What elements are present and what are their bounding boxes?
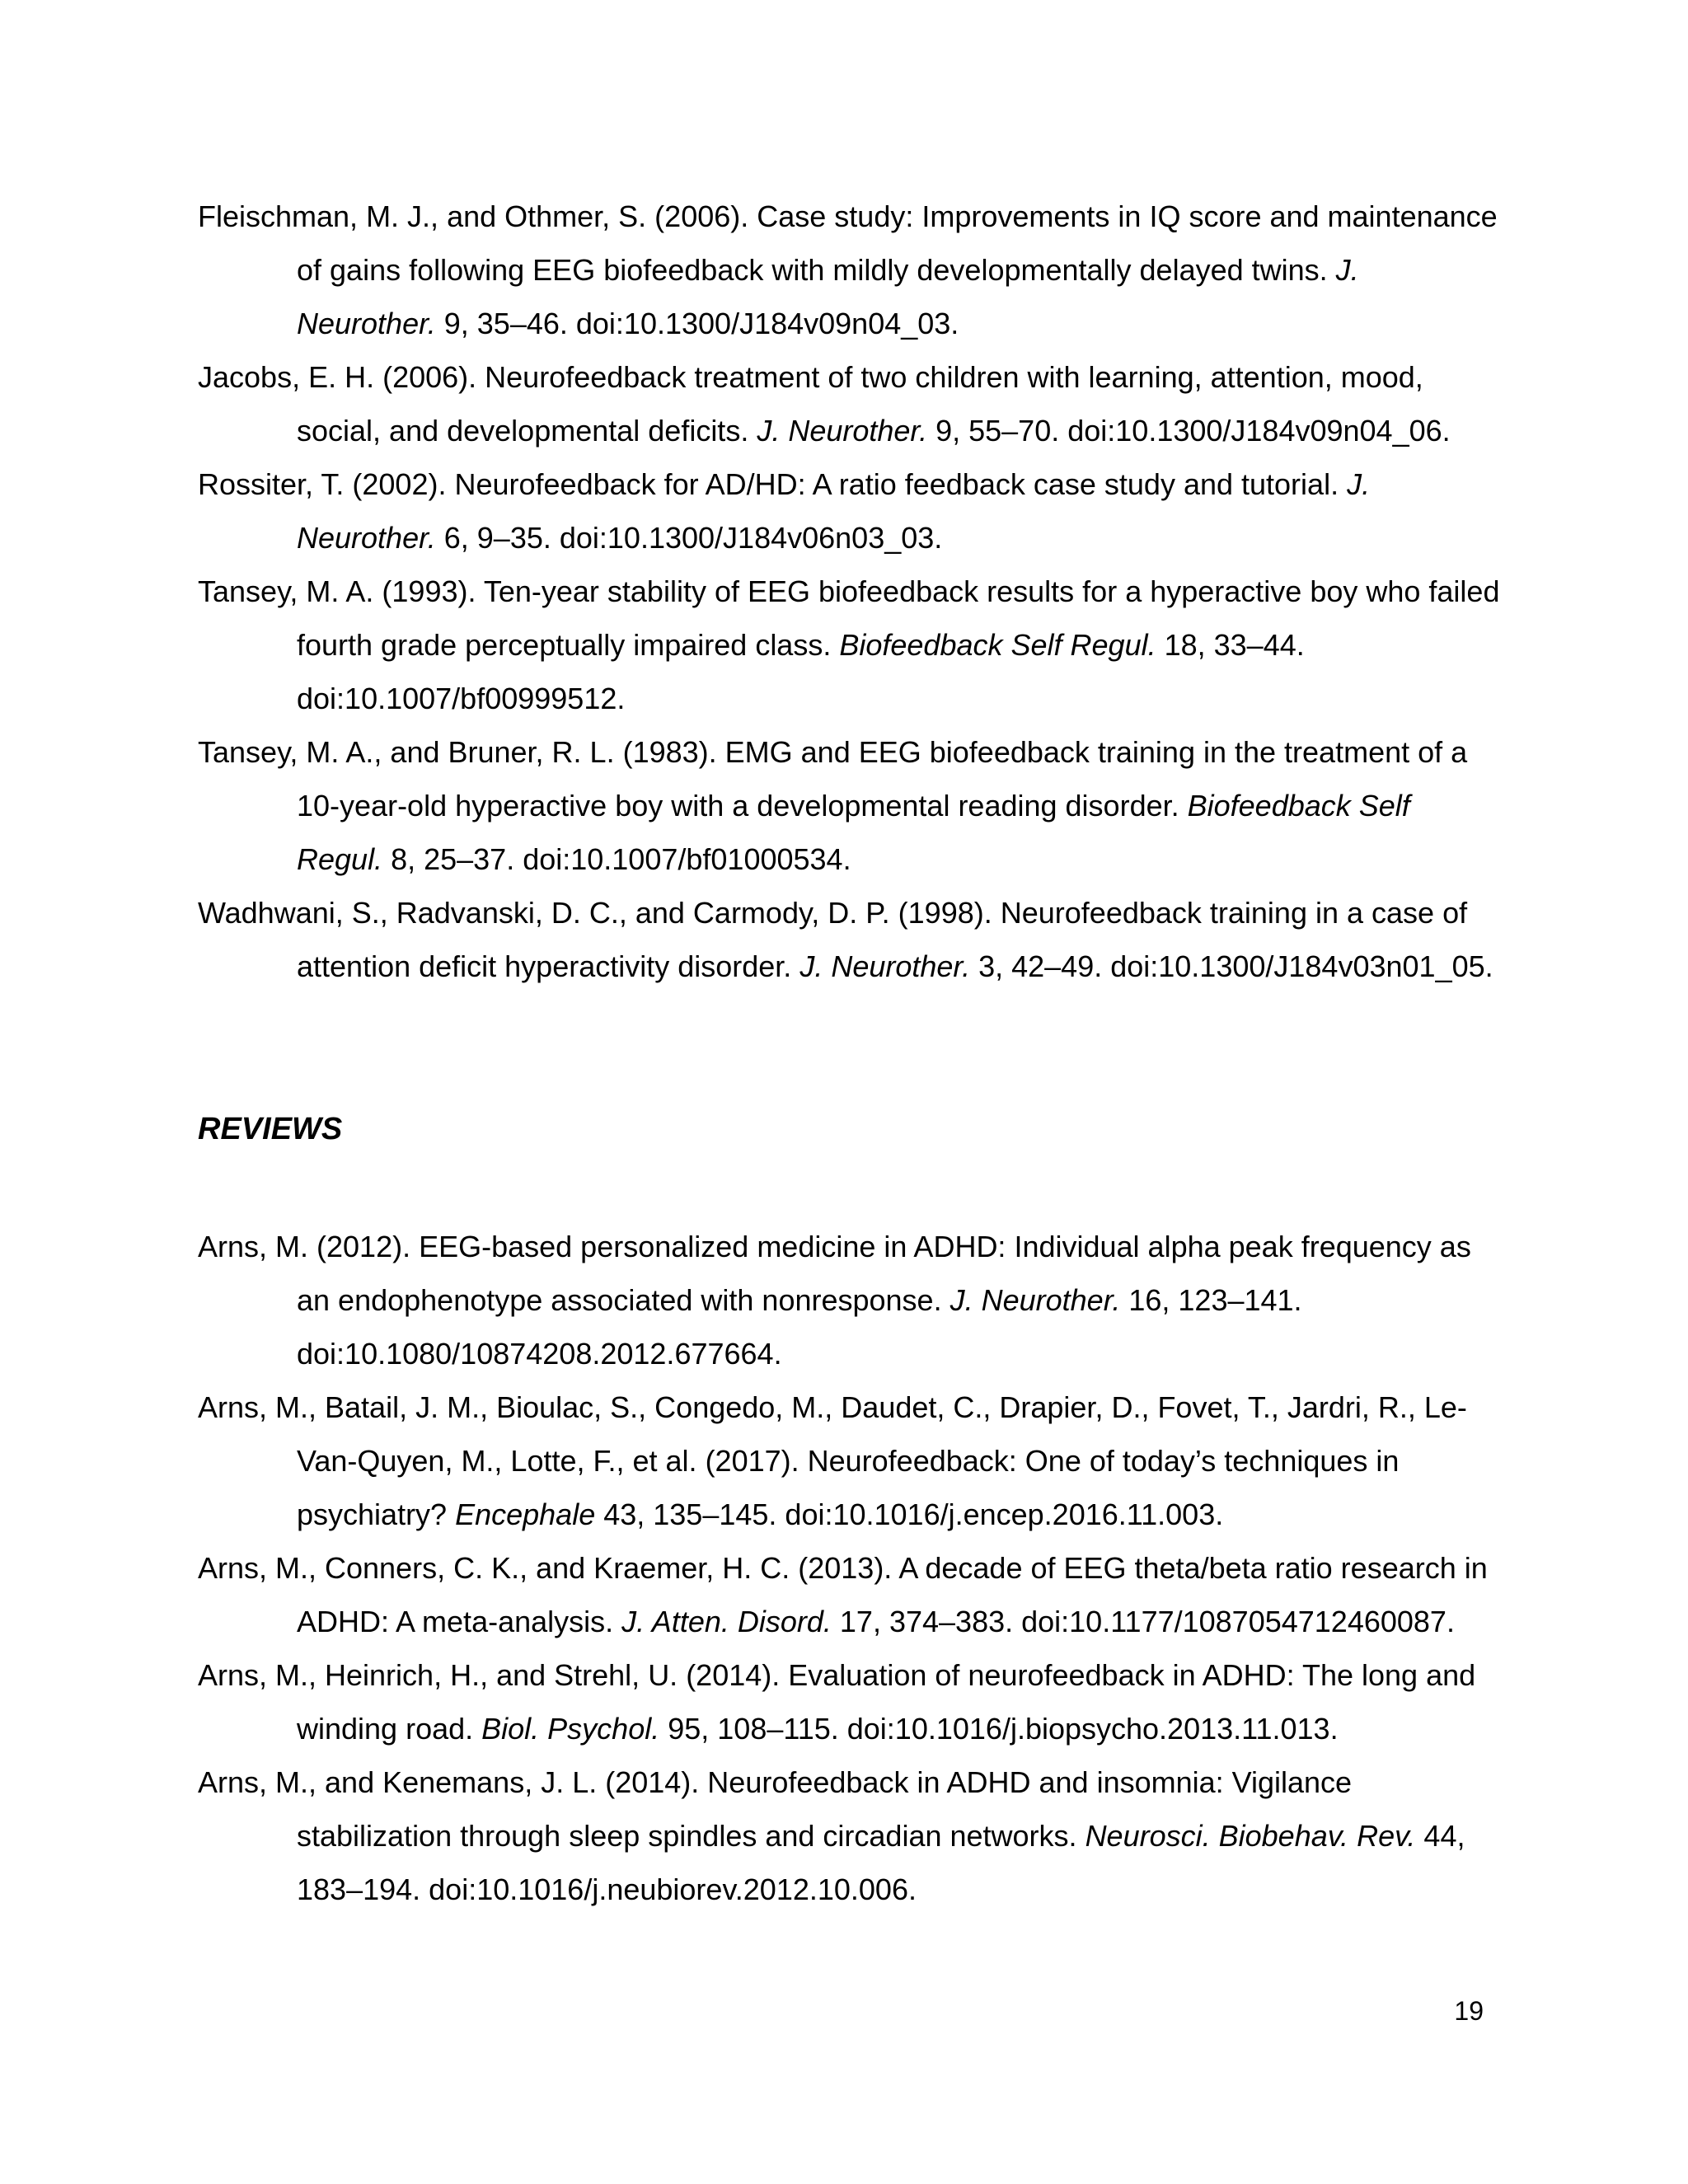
journal-name: Biol. Psychol. xyxy=(481,1712,660,1746)
reference-citation: 9, 35–46. doi:10.1300/J184v09n04_03. xyxy=(435,307,959,340)
reference-text: Arns, M., Conners, C. K., and Kraemer, H. C. (2013). A decade of EEG theta/beta ratio research in ADHD: A meta-analysis. xyxy=(198,1551,1488,1638)
reference-text: Fleischman, M. J., and Othmer, S. (2006). Case study: Improvements in IQ score and maintenance of gains following EEG biofeedback with mildly developmentally delayed twins. xyxy=(198,199,1498,287)
reviews-section-heading: REVIEWS xyxy=(198,1112,343,1146)
page-number: 19 xyxy=(1454,1996,1484,2026)
journal-name: J. Neurother. xyxy=(297,467,1371,555)
journal-name: Encephale xyxy=(455,1497,596,1531)
case-study-reference-list xyxy=(198,190,1500,993)
reference-text: Arns, M. (2012). EEG-based personalized medicine in ADHD: Individual alpha peak frequency as an endophenotype associated with nonresponse. xyxy=(198,1230,1471,1317)
reference-entry xyxy=(198,190,1500,350)
reference-entry xyxy=(198,1648,1500,1755)
reference-citation: 44, 183–194. doi:10.1016/j.neubiorev.2012.10.006. xyxy=(297,1819,1465,1906)
reference-citation: 3, 42–49. doi:10.1300/J184v03n01_05. xyxy=(970,949,1493,983)
reference-text: Jacobs, E. H. (2006). Neurofeedback treatment of two children with learning, attention, mood, social, and developmental deficits. xyxy=(198,360,1423,448)
reviews-reference-list xyxy=(198,1220,1500,1916)
reference-citation: 16, 123–141. doi:10.1080/10874208.2012.677664. xyxy=(297,1283,1302,1371)
journal-name: Biofeedback Self Regul. xyxy=(297,789,1410,876)
reference-entry xyxy=(198,725,1500,886)
reference-entry xyxy=(198,565,1500,725)
reference-citation: 8, 25–37. doi:10.1007/bf01000534. xyxy=(382,842,851,876)
reference-citation: 95, 108–115. doi:10.1016/j.biopsycho.2013.11.013. xyxy=(659,1712,1339,1746)
reference-entry xyxy=(198,350,1500,457)
journal-name: J. Atten. Disord. xyxy=(621,1605,832,1638)
journal-name: Neurosci. Biobehav. Rev. xyxy=(1085,1819,1416,1853)
reference-citation: 9, 55–70. doi:10.1300/J184v09n04_06. xyxy=(927,414,1451,448)
reference-citation: 43, 135–145. doi:10.1016/j.encep.2016.11.003. xyxy=(595,1497,1224,1531)
reference-entry xyxy=(198,457,1500,565)
reference-text: Arns, M., Heinrich, H., and Strehl, U. (2014). Evaluation of neurofeedback in ADHD: The long and winding road. xyxy=(198,1658,1476,1746)
reference-citation: 18, 33–44. doi:10.1007/bf00999512. xyxy=(297,628,1305,715)
reference-text: Arns, M., and Kenemans, J. L. (2014). Neurofeedback in ADHD and insomnia: Vigilance stabilization through sleep spindles and circadian networks. xyxy=(198,1765,1353,1853)
reference-text: Rossiter, T. (2002). Neurofeedback for AD/HD: A ratio feedback case study and tutorial. xyxy=(198,467,1348,501)
reference-citation: 6, 9–35. doi:10.1300/J184v06n03_03. xyxy=(435,521,943,555)
journal-name: J. Neurother. xyxy=(799,949,971,983)
journal-name: Biofeedback Self Regul. xyxy=(839,628,1156,662)
reference-citation: 17, 374–383. doi:10.1177/1087054712460087. xyxy=(831,1605,1455,1638)
journal-name: J. Neurother. xyxy=(950,1283,1121,1317)
reference-entry xyxy=(198,1380,1500,1541)
reference-entry xyxy=(198,886,1500,993)
reference-text: Wadhwani, S., Radvanski, D. C., and Carmody, D. P. (1998). Neurofeedback training in a case of attention deficit hyperactivity disorder. xyxy=(198,896,1468,983)
reference-text: Arns, M., Batail, J. M., Bioulac, S., Congedo, M., Daudet, C., Drapier, D., Fovet, T., Jardri, R., Le-Van-Quyen, M., Lotte, F., et al. (2017). Neurofeedback: One of today’s techniques in psychiatry? xyxy=(198,1390,1467,1531)
journal-name: J. Neurother. xyxy=(757,414,928,448)
reference-text: Tansey, M. A., and Bruner, R. L. (1983). EMG and EEG biofeedback training in the treatment of a 10-year-old hyperactive boy with a developmental reading disorder. xyxy=(198,735,1468,823)
journal-name: J. Neurother. xyxy=(297,253,1359,340)
reference-text: Tansey, M. A. (1993). Ten-year stability of EEG biofeedback results for a hyperactive boy who failed fourth grade perceptually impaired class. xyxy=(198,574,1500,662)
reference-entry xyxy=(198,1755,1500,1916)
reference-entry xyxy=(198,1220,1500,1380)
reference-entry xyxy=(198,1541,1500,1648)
